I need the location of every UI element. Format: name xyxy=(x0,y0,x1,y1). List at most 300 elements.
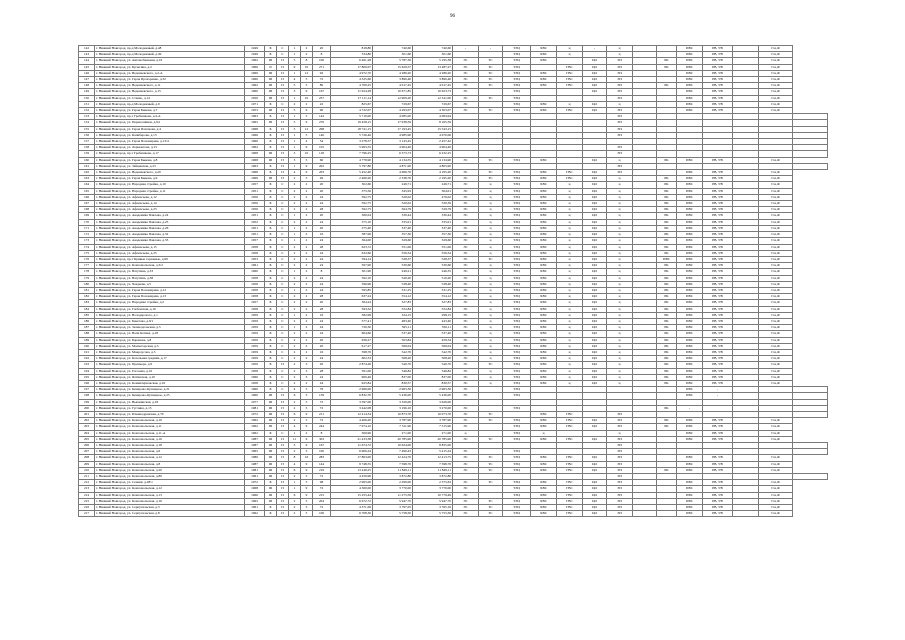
table-cell: 1953 xyxy=(245,256,265,262)
table-cell: 1959 xyxy=(245,349,265,355)
table-cell: 1962 xyxy=(245,58,265,64)
table-cell: РВ, УВ xyxy=(703,188,733,194)
table-cell: ЭС xyxy=(453,343,479,349)
table-cell: 2 xyxy=(301,250,313,256)
page-number: 96 xyxy=(450,14,455,19)
table-cell: 4 300,00 xyxy=(331,486,373,492)
table-cell: П xyxy=(277,467,289,473)
table-cell: ТЭЦ xyxy=(503,418,531,424)
table-cell: Газ,Ф xyxy=(759,219,793,225)
table-cell: ТС xyxy=(479,362,503,368)
table-cell: 1959 xyxy=(245,318,265,324)
table-cell: г. Нижний Новгород, ул. Веденеевского, д.11 xyxy=(95,83,245,89)
table-cell: ПВС xyxy=(677,232,703,238)
table-cell: Газ,Ф xyxy=(759,467,793,473)
table-cell: ГВС xyxy=(557,424,583,430)
table-cell: 167 xyxy=(79,201,95,207)
table-cell: 12 xyxy=(301,70,313,76)
table-cell: 3 629,00 xyxy=(413,399,453,405)
table-cell: РВ, УВ xyxy=(703,58,733,64)
table-cell: РК xyxy=(657,269,677,275)
table-cell: РВ, УВ xyxy=(703,505,733,511)
table-cell: РВ, УВ xyxy=(703,83,733,89)
table-cell: 1 xyxy=(289,269,301,275)
table-cell: ЭП xyxy=(607,170,633,176)
table-cell: 10 xyxy=(301,64,313,70)
table-cell: ЦО xyxy=(583,256,607,262)
table-cell: ГВС xyxy=(557,170,583,176)
table-cell: Газ,Ф xyxy=(759,480,793,486)
table-cell: 3 797,05 xyxy=(373,505,413,511)
table-cell: г. Нижний Новгород, ул. Премьера, д.9 xyxy=(95,362,245,368)
table-cell: ЭП xyxy=(607,95,633,101)
table-cell: ТЭЦ xyxy=(503,95,531,101)
table-cell: ПВС xyxy=(677,486,703,492)
table-cell: 16 xyxy=(301,455,313,461)
table-cell: ХВС xyxy=(531,256,557,262)
table-cell: 24 xyxy=(313,263,331,269)
table-cell: г. Нижний Новгород, пр-д Молодежный, д.9 xyxy=(95,101,245,107)
table-cell: ЦО xyxy=(583,244,607,250)
table-cell: 72 xyxy=(313,474,331,480)
table-cell: 9 xyxy=(301,89,313,95)
table-cell: ТЭЦ xyxy=(503,238,531,244)
table-cell: Газ,Ф xyxy=(759,343,793,349)
table-cell: 1 xyxy=(289,95,301,101)
table-cell: 2 xyxy=(289,256,301,262)
table-cell: 13 487,27 xyxy=(413,64,453,70)
table-cell: РК xyxy=(657,306,677,312)
table-cell: 7 598,70 xyxy=(413,461,453,467)
table-cell: 594,14 xyxy=(331,256,373,262)
table-cell: 3 872,80 xyxy=(413,474,453,480)
table-cell: ц xyxy=(557,356,583,362)
table-cell: 156 xyxy=(79,132,95,138)
table-cell: 9 xyxy=(301,120,313,126)
table-cell: ц xyxy=(557,269,583,275)
table-cell: ц xyxy=(607,256,633,262)
table-cell: III xyxy=(265,95,277,101)
table-cell: П xyxy=(277,176,289,182)
table-cell: 10 873,70 xyxy=(373,411,413,417)
table-cell: С xyxy=(277,312,289,318)
table-cell: 16 xyxy=(313,312,331,318)
table-cell: П xyxy=(277,393,289,399)
table-cell: 546,82 xyxy=(413,368,453,374)
table-cell: ЦО xyxy=(583,269,607,275)
table-cell: ТЭЦ xyxy=(503,380,531,386)
table-cell: ПВС xyxy=(677,356,703,362)
table-cell: 203 xyxy=(313,170,331,176)
table-cell: 528,37 xyxy=(413,256,453,262)
table-cell: 900,46 xyxy=(331,374,373,380)
table-cell: 7 598,70 xyxy=(373,461,413,467)
table-cell: Газ,Ф xyxy=(759,356,793,362)
table-cell: ц xyxy=(607,46,633,52)
table-cell: РВ, УВ xyxy=(703,182,733,188)
table-cell: 2 xyxy=(289,294,301,300)
table-cell: Газ,Ф xyxy=(759,176,793,182)
table-cell: ЦО xyxy=(583,374,607,380)
table-cell: 5 195,38 xyxy=(413,58,453,64)
table-cell: 1962 xyxy=(245,430,265,436)
table-cell: 4 084,94 xyxy=(413,114,453,120)
table-cell: 5 787,36 xyxy=(373,58,413,64)
table-cell: РВ, УВ xyxy=(703,89,733,95)
table-cell: ТЭЦ xyxy=(503,52,531,58)
table-cell: С xyxy=(277,244,289,250)
table-cell: Газ,Ф xyxy=(759,306,793,312)
table-cell: 5 xyxy=(301,399,313,405)
table-cell: ЭС xyxy=(453,405,479,411)
table-cell: 194 xyxy=(79,368,95,374)
table-cell: 1 xyxy=(289,287,301,293)
table-cell: ЭС xyxy=(453,424,479,430)
table-cell: ц xyxy=(479,306,503,312)
table-cell: 2 xyxy=(301,244,313,250)
table-cell: ТС xyxy=(479,95,503,101)
table-cell: 4 459,96 xyxy=(331,474,373,480)
table-cell: 530,60 xyxy=(413,263,453,269)
table-cell: ц xyxy=(557,263,583,269)
table-cell: г. Нижний Новгород, ул. Академика Павлова, д.26 xyxy=(95,225,245,231)
table-cell: ХВС xyxy=(531,436,557,442)
table-cell: ц xyxy=(607,219,633,225)
table-cell: 1968 xyxy=(245,170,265,176)
table-cell: С xyxy=(277,281,289,287)
table-cell: 15 255,44 xyxy=(331,492,373,498)
table-cell: П xyxy=(277,418,289,424)
table-cell: 2 963,00 xyxy=(331,480,373,486)
table-cell: П xyxy=(277,170,289,176)
table-cell: г. Нижний Новгород, ул. Афанасьева, д.25 xyxy=(95,250,245,256)
table-cell: 1951 xyxy=(245,232,265,238)
table-cell: РК xyxy=(657,213,677,219)
table-cell: ц xyxy=(557,368,583,374)
table-cell: П xyxy=(277,132,289,138)
table-cell: П xyxy=(277,461,289,467)
table-cell: 215 xyxy=(313,492,331,498)
table-cell: ц xyxy=(479,287,503,293)
table-cell: 5 xyxy=(289,83,301,89)
table-cell: ЭС xyxy=(453,461,479,467)
table-cell: ТС xyxy=(479,157,503,163)
table-cell: 375,56 xyxy=(331,188,373,194)
table-cell: ц xyxy=(479,194,503,200)
table-cell: ТЭЦ xyxy=(503,306,531,312)
table-cell: РК xyxy=(657,238,677,244)
table-cell: 163 xyxy=(79,176,95,182)
table-cell: 324,15 xyxy=(373,312,413,318)
table-cell: Газ,Ф xyxy=(759,52,793,58)
table-cell: 205 xyxy=(79,436,95,442)
table-cell: Б xyxy=(265,256,277,262)
table-cell: ТЭЦ xyxy=(503,263,531,269)
table-cell: ПВС xyxy=(677,287,703,293)
table-cell: 179 xyxy=(79,275,95,281)
table-cell: ц xyxy=(479,300,503,306)
table-cell: 1960 xyxy=(245,269,265,275)
table-cell: РК xyxy=(657,467,677,473)
table-cell: ц xyxy=(607,225,633,231)
table-cell: 636,27 xyxy=(331,337,373,343)
table-cell: РК xyxy=(657,418,677,424)
table-cell: 271,00 xyxy=(413,430,453,436)
table-cell: ЭП xyxy=(607,411,633,417)
table-cell: 551,06 xyxy=(373,244,413,250)
table-cell: ц xyxy=(479,213,503,219)
table-cell: 1 xyxy=(289,52,301,58)
table-cell: 2 xyxy=(289,331,301,337)
table-cell: РК xyxy=(657,250,677,256)
table-cell: 1958 xyxy=(245,294,265,300)
table-cell: 4 972,70 xyxy=(331,70,373,76)
table-cell: ЦО xyxy=(583,325,607,331)
table-cell: ТЭЦ xyxy=(503,58,531,64)
table-cell: Б xyxy=(265,300,277,306)
table-cell: ПВС xyxy=(677,64,703,70)
table-cell: 569,04 xyxy=(373,343,413,349)
table-cell: 2 xyxy=(301,207,313,213)
table-cell: 7 796,25 xyxy=(331,151,373,157)
table-cell: Б xyxy=(265,132,277,138)
table-cell: - xyxy=(479,46,503,52)
table-cell: С xyxy=(277,300,289,306)
table-cell: 17 193,45 xyxy=(373,126,413,132)
table-cell: 10 779,49 xyxy=(413,492,453,498)
table-cell: ц xyxy=(607,263,633,269)
table-cell: 3 196,10 xyxy=(373,405,413,411)
table-cell: С xyxy=(277,275,289,281)
table-cell: ТЭЦ xyxy=(503,281,531,287)
table-cell: 1969 xyxy=(245,176,265,182)
table-cell: РВ, УВ xyxy=(703,418,733,424)
table-cell: 298 xyxy=(313,126,331,132)
table-cell: ЦО xyxy=(583,176,607,182)
table-cell: ТЭЦ xyxy=(503,232,531,238)
table-cell: Газ,Ф xyxy=(759,455,793,461)
table-cell: ХВС xyxy=(531,157,557,163)
table-cell: 2 xyxy=(301,188,313,194)
table-cell: ПВС xyxy=(677,269,703,275)
table-cell: ХВС xyxy=(531,331,557,337)
table-cell: 2 xyxy=(289,498,301,504)
table-cell: Газ,Ф xyxy=(759,213,793,219)
table-cell: П xyxy=(277,108,289,114)
table-cell: ТС xyxy=(479,256,503,262)
table-cell: РВ, УВ xyxy=(703,194,733,200)
table-cell: ц xyxy=(607,238,633,244)
table-cell: 531,25 xyxy=(373,287,413,293)
table-cell: 12 413,75 xyxy=(413,455,453,461)
table-cell: ЦО xyxy=(583,232,607,238)
table-cell: 1957 xyxy=(245,300,265,306)
table-cell: г. Нижний Новгород, ул. Мокроусова, д.5 xyxy=(95,349,245,355)
table-cell: 301,60 xyxy=(413,52,453,58)
table-cell: 623,72 xyxy=(331,244,373,250)
table-cell: 152 xyxy=(79,108,95,114)
table-cell: Газ,Ф xyxy=(759,505,793,511)
table-cell: 1971 xyxy=(245,101,265,107)
table-cell: ТС xyxy=(479,498,503,504)
table-cell: 335,01 xyxy=(373,219,413,225)
table-cell: ц xyxy=(479,188,503,194)
table-cell: С xyxy=(277,219,289,225)
table-cell: ЭП xyxy=(607,108,633,114)
table-cell: П xyxy=(277,405,289,411)
table-cell: 382,99 xyxy=(331,312,373,318)
table-cell: 211 xyxy=(79,474,95,480)
table-cell: 2 xyxy=(301,256,313,262)
table-cell: ЦО xyxy=(583,492,607,498)
table-cell: ТЭЦ xyxy=(503,207,531,213)
table-cell: ЭС xyxy=(453,312,479,318)
table-cell: ХВС xyxy=(531,498,557,504)
table-cell: ц xyxy=(607,368,633,374)
table-cell: 337,40 xyxy=(413,225,453,231)
table-cell: 24 xyxy=(313,356,331,362)
table-cell: ц xyxy=(557,380,583,386)
table-cell: ПВС xyxy=(677,244,703,250)
table-cell: г. Нижний Новгород, ул. Героя Пономарева, д.12 xyxy=(95,287,245,293)
table-cell: г. Нижний Новгород, ул. Героя Пономарева, д.13/4 xyxy=(95,139,245,145)
table-cell: ТЭЦ xyxy=(503,201,531,207)
table-cell: ПВС xyxy=(677,108,703,114)
table-cell: 5 xyxy=(301,498,313,504)
table-cell: ЦО xyxy=(583,467,607,473)
table-cell: 190 xyxy=(79,343,95,349)
table-cell: 1960 xyxy=(245,89,265,95)
table-cell: ЦО xyxy=(583,101,607,107)
table-cell: 2 xyxy=(301,213,313,219)
table-cell: 155 xyxy=(79,126,95,132)
table-cell: г. Нижний Новгород, ул. Зеленодольская, д.5 xyxy=(95,325,245,331)
table-cell: 90 xyxy=(313,108,331,114)
table-cell: ХВС xyxy=(531,70,557,76)
table-cell: 5 xyxy=(301,83,313,89)
table-cell: С xyxy=(277,52,289,58)
table-cell: 2 xyxy=(289,281,301,287)
table-cell: 1968 xyxy=(245,486,265,492)
table-cell: 459,34 xyxy=(413,337,453,343)
table-cell: ЭС xyxy=(453,337,479,343)
table-cell: 1951 xyxy=(245,213,265,219)
table-cell: П xyxy=(277,480,289,486)
table-cell: Газ,Ф xyxy=(759,157,793,163)
table-cell: ТЭЦ xyxy=(503,505,531,511)
table-cell: РК xyxy=(657,318,677,324)
table-cell: ЭС xyxy=(453,64,479,70)
table-cell: РК xyxy=(657,287,677,293)
table-cell: П xyxy=(277,114,289,120)
table-cell: г. Нижний Новгород, ул. Володарского, д.1 xyxy=(95,312,245,318)
table-cell: 4 303,07 xyxy=(413,108,453,114)
table-cell: 9 748,55 xyxy=(331,461,373,467)
table-cell: III xyxy=(265,83,277,89)
table-cell: Б xyxy=(265,287,277,293)
table-cell: П xyxy=(277,443,289,449)
table-cell: 1958 xyxy=(245,368,265,374)
table-cell: 2 xyxy=(289,368,301,374)
table-cell: С xyxy=(277,374,289,380)
table-cell: ТЭЦ xyxy=(503,275,531,281)
table-cell: 729,67 xyxy=(373,101,413,107)
table-cell: 15 543,15 xyxy=(413,126,453,132)
table-cell: 24 xyxy=(313,380,331,386)
table-cell: 1961 xyxy=(245,263,265,269)
table-cell: ц xyxy=(557,188,583,194)
table-cell: ц xyxy=(557,182,583,188)
table-cell: г. Нижний Новгород, ул. Гоголева, д.10 xyxy=(95,368,245,374)
table-cell: ЦО xyxy=(583,64,607,70)
table-cell: Б xyxy=(265,170,277,176)
table-cell: ЭС xyxy=(453,95,479,101)
table-cell: ЭС xyxy=(453,83,479,89)
table-cell: 591,00 xyxy=(331,368,373,374)
table-cell: ЭС xyxy=(453,77,479,83)
table-cell: ТЭЦ xyxy=(503,498,531,504)
table-cell: Б xyxy=(265,374,277,380)
table-cell: 2 195,20 xyxy=(413,176,453,182)
table-cell: ц xyxy=(607,374,633,380)
table-cell: 11 924,28 xyxy=(331,89,373,95)
table-cell: 6 373,73 xyxy=(373,151,413,157)
table-cell: ГВС xyxy=(557,108,583,114)
table-cell: РВ, УВ xyxy=(703,95,733,101)
table-cell: ПВС xyxy=(677,368,703,374)
table-cell: 142 xyxy=(313,114,331,120)
table-cell: ЦО xyxy=(583,461,607,467)
table-cell: 4 134,90 xyxy=(413,157,453,163)
table-cell: 92 xyxy=(313,70,331,76)
table-cell: ТЭЦ xyxy=(503,312,531,318)
table-cell: 24 xyxy=(313,238,331,244)
table-cell: ХВС xyxy=(531,492,557,498)
table-cell: 637,24 xyxy=(331,294,373,300)
table-cell: Газ,Ф xyxy=(759,498,793,504)
table-cell: - xyxy=(677,405,703,411)
table-cell: РК xyxy=(657,356,677,362)
table-cell: 283 xyxy=(313,455,331,461)
table-cell: Б xyxy=(265,244,277,250)
table-cell: г. Нижний Новгород, ул. Кемерово-Кузнецкое, д.25 xyxy=(95,393,245,399)
table-cell: 271,00 xyxy=(373,430,413,436)
table-cell: ХВС xyxy=(531,424,557,430)
table-cell: ПВС xyxy=(677,238,703,244)
table-cell: ц xyxy=(557,337,583,343)
table-cell: Газ,Ф xyxy=(759,287,793,293)
table-cell: С xyxy=(277,182,289,188)
table-cell: 530,60 xyxy=(373,263,413,269)
table-cell: ц xyxy=(607,269,633,275)
table-cell: ПВС xyxy=(677,387,703,393)
table-cell: 3 xyxy=(289,89,301,95)
table-cell: 2 xyxy=(289,188,301,194)
table-cell: III xyxy=(265,498,277,504)
table-cell: РК xyxy=(657,380,677,386)
table-cell: ПВС xyxy=(677,281,703,287)
table-cell: 100 xyxy=(313,449,331,455)
table-cell: ЭП xyxy=(607,83,633,89)
table-cell: ХВС xyxy=(531,238,557,244)
table-cell: РВ, УВ xyxy=(703,287,733,293)
table-cell: 2 xyxy=(289,399,301,405)
table-cell: II xyxy=(265,64,277,70)
table-cell: 556,34 xyxy=(413,250,453,256)
table-cell: 9 xyxy=(289,64,301,70)
table-cell: ЭС xyxy=(453,511,479,517)
table-cell: 1962 xyxy=(245,83,265,89)
